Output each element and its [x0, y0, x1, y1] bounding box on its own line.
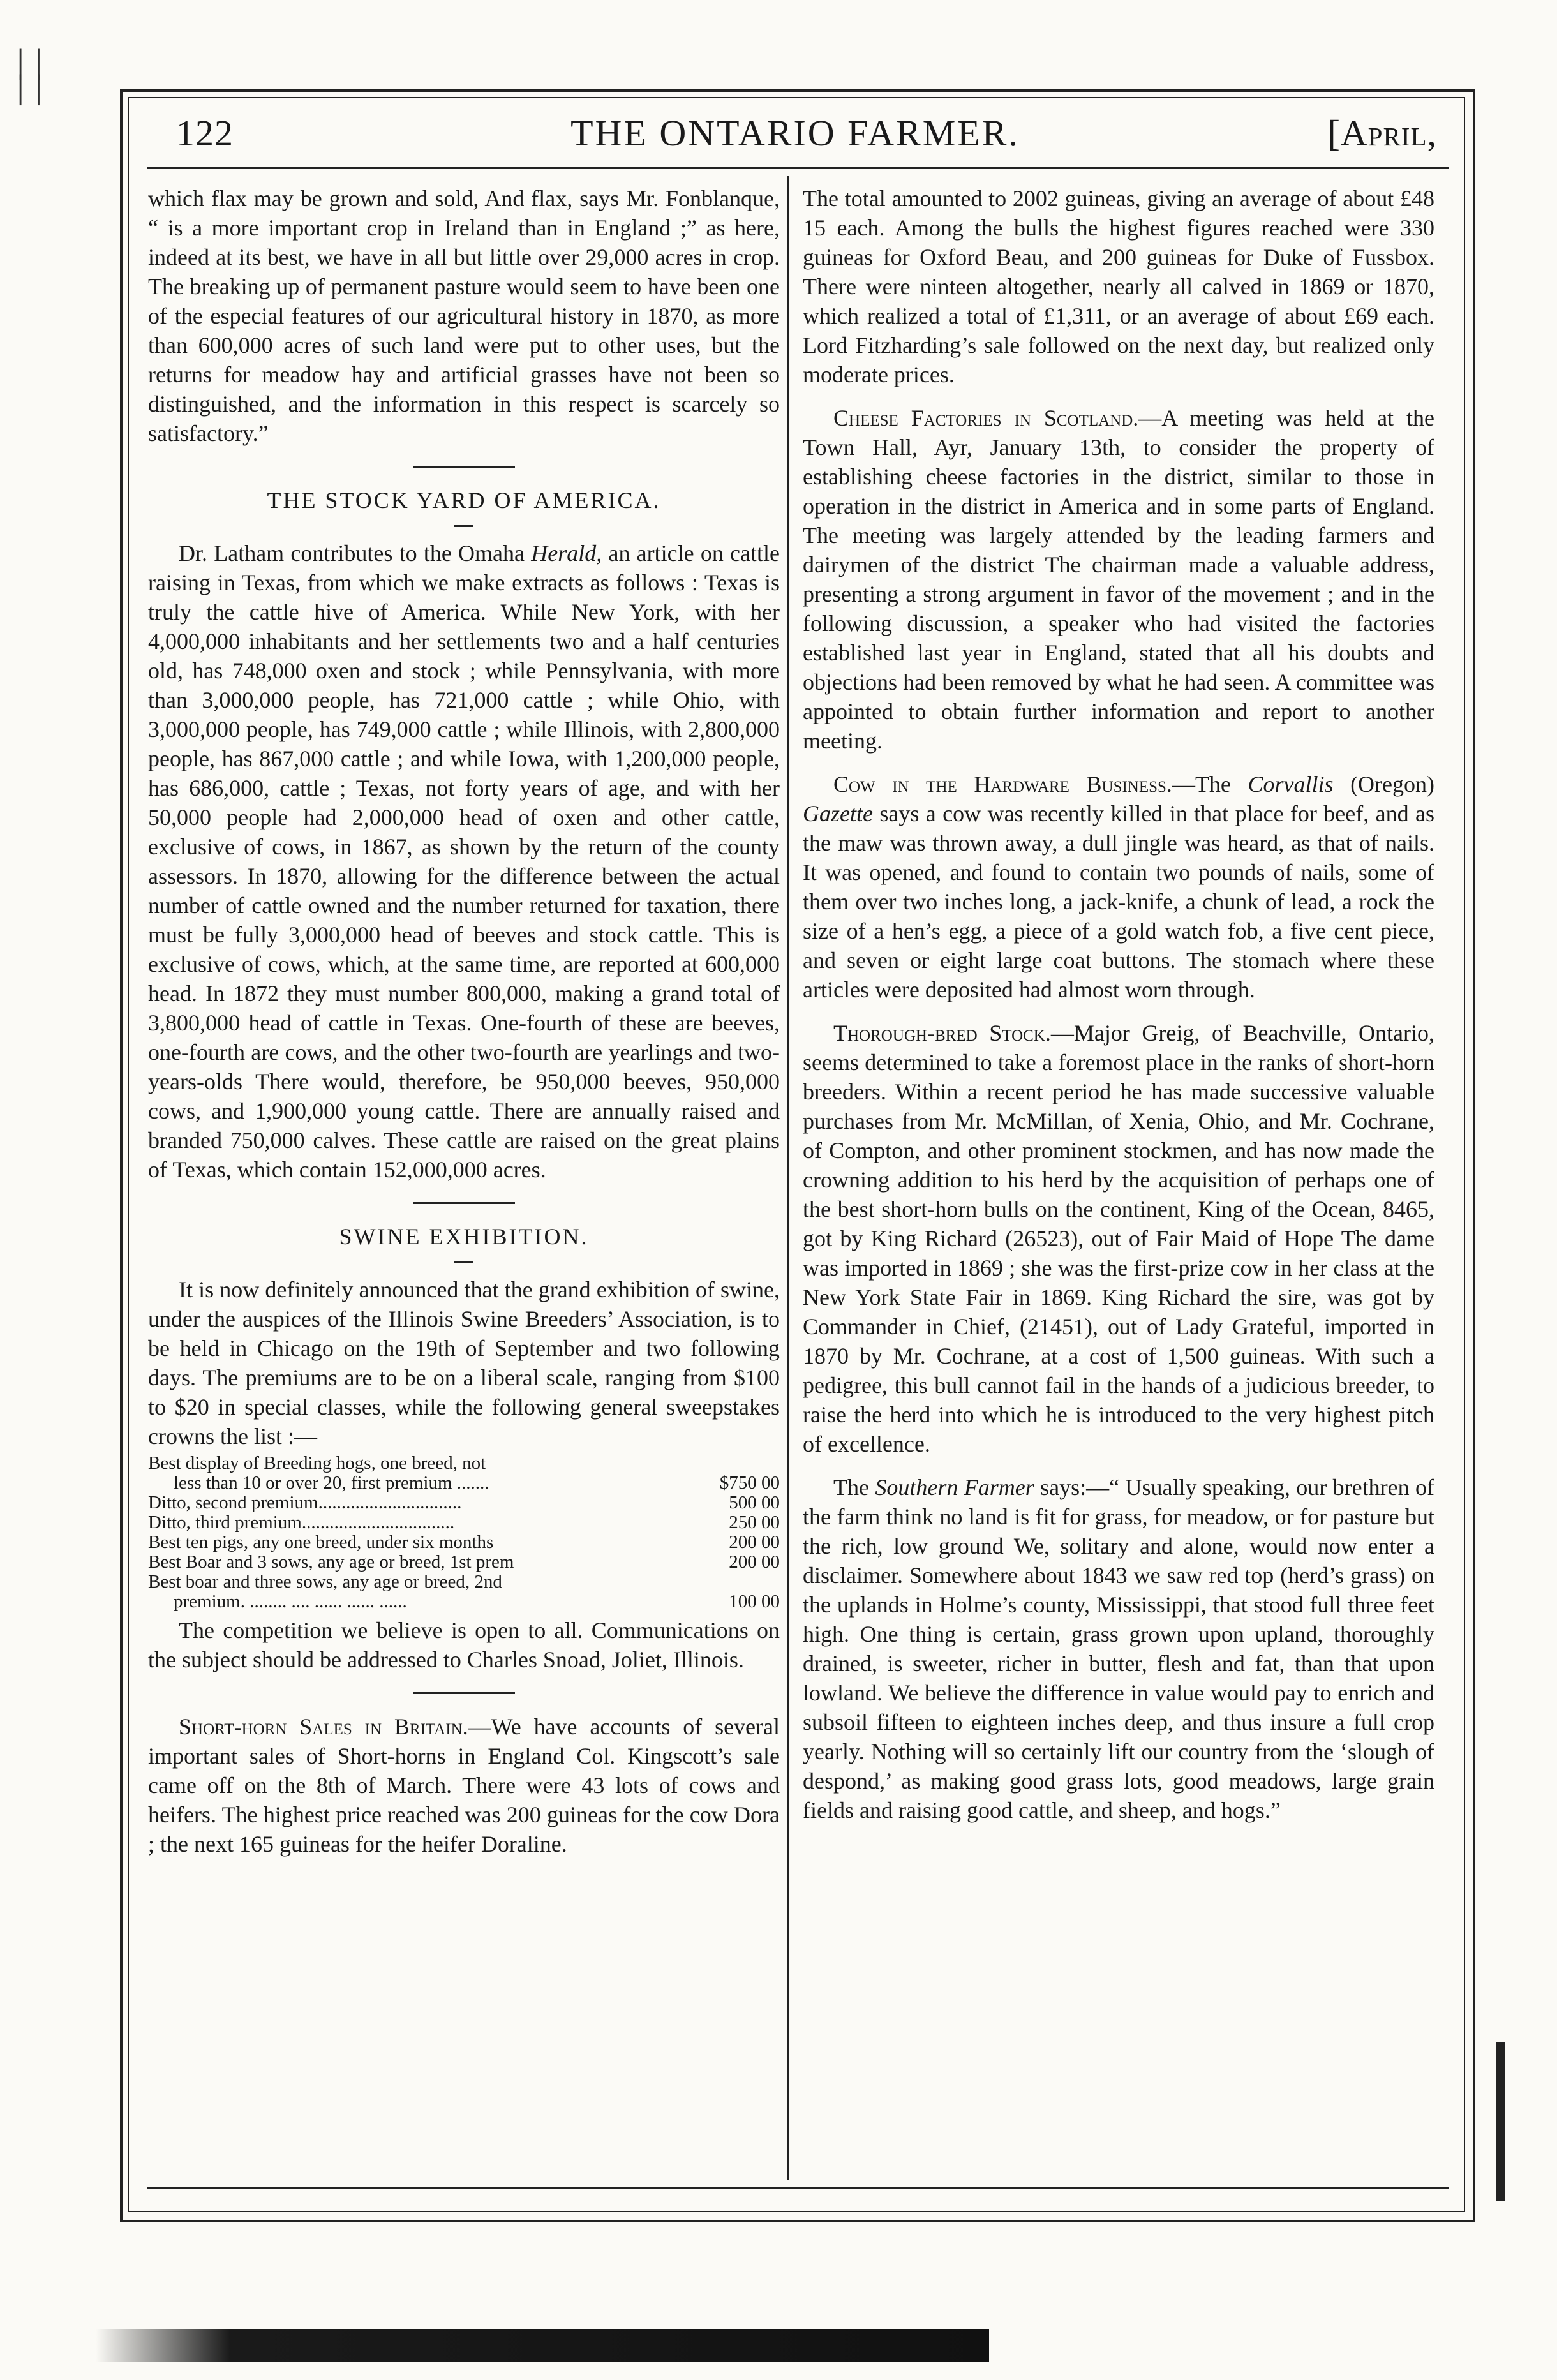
column-divider: [787, 176, 789, 2180]
section-separator: [413, 1202, 515, 1204]
thoroughbred-heading: Thorough-bred Stock.: [833, 1020, 1051, 1046]
thoroughbred-text: —Major Greig, of Beachville, Ontario, seems determined to take a foremost place in the ranks of short-horn breeders. Within a recent period he has made successive valuable purchases from Mr. McMillan, of Xenia, Ohio, and Mr. Cochrane, of Compton, and other prominent stockmen, and has now made the crowning addition to his herd by the acquisition of perhaps one of the best short-horn bulls on the continent, King of the Ocean, 8465, got by King Richard (26523), out of Fair Maid of Hope The dame was imported in 1869 ; she was the first-prize cow in her class at the New York State Fair in 1869. King Richard the sire, was got by Commander in Chief, (21451), out of Lady Grateful, imported in 1870 by Mr. Cochrane, at a cost of 1,500 guineas. With such a pedigree, this bull cannot fail in the hands of a judicious breeder, to raise the herd into which he is introduced to the very highest pitch of excellence.: [803, 1020, 1434, 1457]
southern-farmer-italic: Southern Farmer: [875, 1475, 1034, 1500]
footer-rule: [147, 2187, 1449, 2189]
thoroughbred-article: [803, 1018, 1434, 1459]
stock-yard-article: [148, 539, 780, 1184]
shorthorn-text: —We have accounts of several important sales of Short-horns in England Col. Kingscott’s sale came off on the 8th of March. There were 43 lots of cows and heifers. The highest price reached was 200 guineas for the cow Dora ; the next 165 guineas for the heifer Doraline.: [148, 1714, 780, 1857]
scan-edge-shadow: [96, 2329, 989, 2362]
swine-closing: The competition we believe is open to all. Communications on the subject should be addressed to Charles Snoad, Joliet, Illinois.: [148, 1618, 780, 1672]
right-column: [803, 184, 1434, 1825]
header-rule: [147, 167, 1449, 169]
cow-heading: Cow in the Hardware Business.: [833, 771, 1172, 797]
page-number: 122: [176, 112, 234, 154]
cow-article: Cow in the Hardware Business.—The Corvallis (Oregon) Gazette says a cow was recently killed in that place for beef, and as the maw was thrown away, a dull jingle was heard, as that of nails. It was opened, and found to contain two pounds of nails, some of them over two inches long, a jack-knife, a chunk of lead, a rock the size of a hen’s egg, a piece of a gold watch fob, a five cent piece, and seven or eight large coat buttons. The stomach where these articles were deposited had almost worn through.: [803, 771, 1435, 1002]
cheese-text: —A meeting was held at the Town Hall, Ayr, January 13th, to consider the property of establishing cheese factories in the district, similar to those in operation in the district in America and in some parts of England. The meeting was largely attended by the leading farmers and dairymen of the district The chairman made a valuable address, presenting a strong argument in favor of the movement ; and in the following discussion, a speaker who had visited the factories established last year in England, stated that all his doubts and objections had been removed by what he had seen. A committee was appointed to obtain further information and report to another meeting.: [803, 405, 1434, 754]
stock-yard-text: Dr. Latham contributes to the Omaha: [179, 540, 532, 566]
intro-paragraph: which flax may be grown and sold, And flax, says Mr. Fonblanque, “ is a more important crop in Ireland than in England ;” as here, indeed at its best, we have in all but little over 29,000 acres in crop. The breaking up of permanent pasture would seem to have been one of the especial features of our agricultural history in 1870, as more than 600,000 acres of such land were put to other uses, but the returns for meadow hay and artificial grasses have not been so distinguished, and the information in this respect is scarcely so satisfactory.”: [148, 186, 780, 446]
continuation-paragraph: The total amounted to 2002 guineas, giving an average of about £48 15 each. Among the bulls the highest figures reached were 330 guineas for Oxford Beau, and 200 guineas for Duke of Fussbox. There were ninteen altogether, nearly all calved in 1869 or 1870, which realized a total of £1,311, or an average of about £69 each. Lord Fitzharding’s sale followed on the next day, but realized only moderate prices.: [803, 186, 1434, 387]
herald-italic: Herald,: [531, 540, 602, 566]
title-dash: [454, 525, 473, 527]
southern-farmer-article: The Southern Farmer says:—“ Usually speaking, our brethren of the farm think no land is fit for grass, for meadow, or for pasture but the rich, low ground We, solitary and alone, would now enter a disclaimer. Somewhere about 1843 we saw red top (herd’s grass) on the uplands in Holme’s county, Mississippi, that stood full three feet high. One thing is certain, grass grown upon upland, thoroughly drained, is sweeter, richer in butter, flesh and fat, than that upon lowland. We believe the difference in value would pay to enrich and subsoil fifteen to eighteen inches deep, and thus insure a full crop yearly. Nothing will so certainly lift our country from the ‘slough of despond,’ as making good grass lots, good meadows, large grain fields and raising good cattle, and sheep, and hogs.”: [803, 1475, 1434, 1823]
section-separator: [413, 466, 515, 468]
premium-row: Best boar and three sows, any age or breed, 2nd: [148, 1572, 502, 1592]
stock-yard-text-cont: an article on cattle raising in Texas, from which we make extracts as follows : Texas is truly the cattle hive of America. While New York, with her 4,000,000 inhabitants and her settlements two and a half centuries old, has 748,000 oxen and stock ; while Pennsylvania, with more than 3,000,000 people, has 721,000 cattle ; while Ohio, with 3,000,000 people, has 749,000 cattle ; while Illinois, with 2,800,000 people, has 867,000 cattle ; and while Iowa, with 1,200,000 people, has 686,000, cattle ; Texas, not forty years of age, and with her 50,000 people had 2,000,000 head of oxen and other cattle, exclusive of cows, in 1867, as shown by the return of the county assessors. In 1870, allowing for the difference between the actual number of cattle owned and the number returned for taxation, there must be fully 3,000,000 head of beeves and stock cattle. This is exclusive of cows, which, at the same time, are reported at 600,000 head. In 1872 they must number 800,000, making a grand total of 3,800,000 head of cattle in Texas. One-fourth of these are beeves, one-fourth are cows, and the other two-fourth are yearlings and two-years-olds There would, therefore, be 950,000 beeves, 950,000 cows, and 1,900,000 young cattle. There are annually raised and branded 750,000 calves. These cattle are raised on the great plains of Texas, which contain 152,000,000 acres.: [148, 540, 780, 1182]
premium-row: less than 10 or over 20, first premium ....... $750 00: [174, 1473, 780, 1493]
gazette-italic: Gazette: [803, 801, 873, 826]
cheese-heading: Cheese Factories in Scotland.: [833, 405, 1139, 431]
premium-row: Ditto, third premium................................. 250 00: [148, 1512, 780, 1533]
margin-tick-marks: ││ ││: [11, 49, 48, 103]
shorthorn-article: [148, 1712, 780, 1859]
corvallis-italic: Corvallis: [1248, 771, 1334, 797]
shorthorn-heading: Short-horn Sales in Britain.: [179, 1714, 468, 1739]
premium-row: Best Boar and 3 sows, any age or breed, 1st prem 200 00: [148, 1552, 780, 1572]
margin-edge-mark: [1496, 2042, 1505, 2201]
left-column: [148, 184, 780, 1859]
swine-title: SWINE EXHIBITION.: [339, 1224, 589, 1249]
page-header: [138, 112, 1452, 160]
premium-row: premium. ........ .... ...... ...... ...... 100 00: [174, 1591, 780, 1612]
section-separator: [413, 1692, 515, 1694]
issue-month: [April,: [1327, 112, 1437, 154]
premium-row: Best ten pigs, any one breed, under six months 200 00: [148, 1532, 780, 1552]
swine-article: It is now definitely announced that the grand exhibition of swine, under the auspices of the Illinois Swine Breeders’ Association, is to be held in Chicago on the 19th of September and two following days. The premiums are to be on a liberal scale, ranging from $100 to $20 in special classes, while the following general sweepstakes crowns the list :—: [148, 1277, 780, 1449]
premium-row: Ditto, second premium............................... 500 00: [148, 1492, 780, 1513]
publication-title: THE ONTARIO FARMER.: [570, 112, 1020, 154]
cheese-article: [803, 403, 1434, 755]
title-dash: [454, 1261, 473, 1263]
premium-row: Best display of Breeding hogs, one breed, not: [148, 1453, 486, 1473]
premium-list: [148, 1454, 780, 1612]
stock-yard-title: THE STOCK YARD OF AMERICA.: [267, 487, 661, 513]
